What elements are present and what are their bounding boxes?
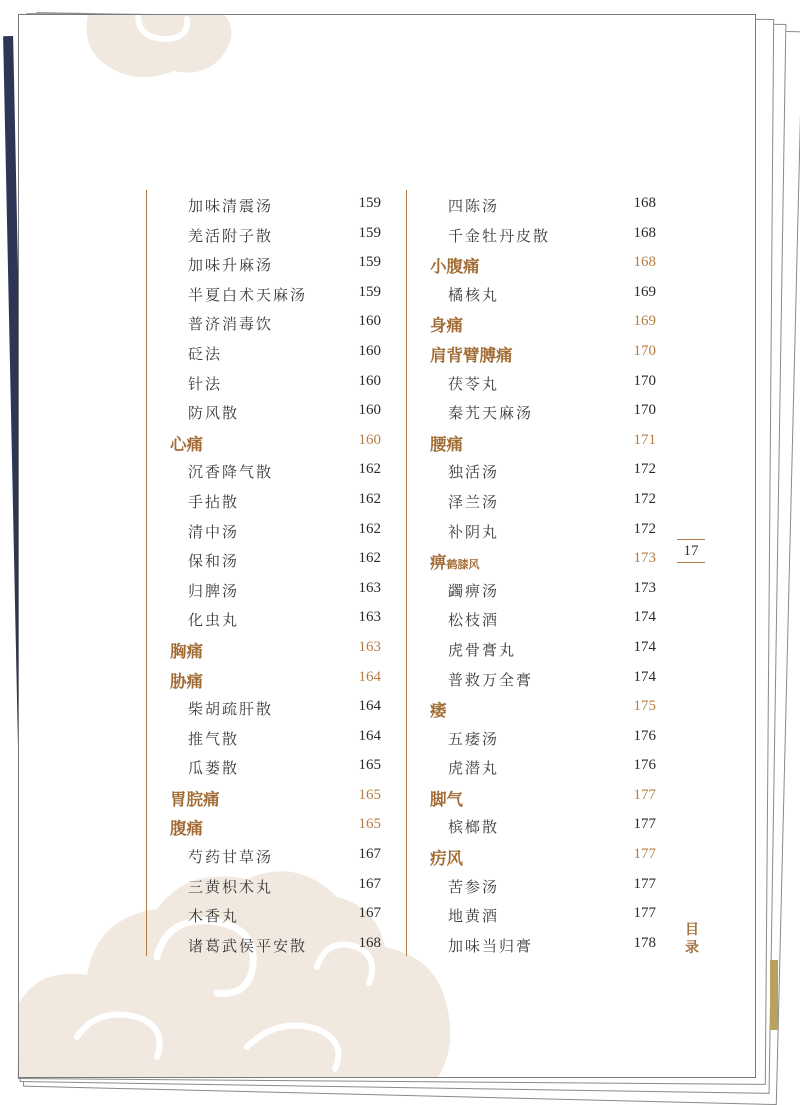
toc-title-text: 普救万全膏 [448, 670, 534, 689]
toc-title-text: 胁痛 [170, 671, 203, 691]
toc-heading-title [430, 697, 447, 721]
toc-title-text: 身痛 [430, 316, 463, 336]
toc-entry-row[interactable] [146, 753, 381, 783]
toc-page-number: 174 [633, 638, 656, 655]
toc-title-text: 虎骨膏丸 [448, 640, 517, 659]
toc-title-text: 补阴丸 [448, 522, 500, 541]
toc-title-text: 芍药甘草汤 [188, 848, 274, 867]
toc-entry-title [188, 609, 239, 630]
toc-page-number: 170 [633, 402, 656, 419]
toc-heading-title [430, 549, 480, 573]
toc-entry-title [188, 402, 239, 423]
toc-page-number: 167 [358, 905, 381, 922]
toc-entry-row[interactable] [146, 546, 381, 576]
toc-page-number: 162 [358, 461, 381, 478]
toc-entry-row[interactable] [406, 221, 656, 251]
toc-entry-title [188, 225, 273, 246]
toc-title-text: 加味清震汤 [188, 197, 274, 215]
toc-heading-title [430, 312, 463, 336]
toc-entry-title [188, 461, 273, 482]
toc-heading-row[interactable] [146, 783, 381, 813]
toc-title-text: 四陈汤 [448, 197, 500, 215]
toc-entry-title [448, 876, 499, 897]
toc-entry-row[interactable] [406, 605, 656, 635]
toc-entry-row[interactable] [146, 221, 381, 251]
toc-title-text: 保和汤 [188, 552, 240, 571]
toc-title-text: 沉香降气散 [188, 463, 274, 482]
toc-page-number: 162 [358, 490, 381, 507]
toc-page-number: 163 [358, 638, 381, 655]
toc-page-number: 172 [633, 520, 656, 537]
toc-entry-row[interactable] [406, 872, 656, 902]
toc-entry-title [188, 846, 273, 867]
toc-title-subtext: 鹤膝风 [446, 558, 480, 572]
toc-entry-title [448, 402, 533, 423]
toc-title-text: 推气散 [188, 729, 240, 748]
toc-page-number: 164 [358, 727, 381, 744]
toc-entry-title [448, 757, 499, 778]
toc-entry-row[interactable] [146, 398, 381, 428]
toc-entry-row[interactable] [406, 576, 656, 606]
toc-page-number: 168 [633, 254, 656, 271]
toc-entry-title [188, 728, 239, 749]
toc-heading-title [430, 253, 480, 277]
toc-entry-row[interactable] [406, 665, 656, 695]
toc-page-number: 160 [358, 402, 381, 419]
toc-title-text: 三黄枳术丸 [188, 877, 274, 896]
toc-page-number: 168 [633, 195, 656, 211]
toc-title-text: 诸葛武侯平安散 [188, 936, 308, 955]
toc-page-number: 167 [358, 875, 381, 892]
toc-title-text: 脚气 [430, 789, 463, 809]
toc-page-number: 167 [358, 846, 381, 863]
toc-entry-title [448, 935, 533, 956]
toc-page-number: 173 [633, 579, 656, 596]
toc-entry-row[interactable] [146, 694, 381, 724]
toc-entry-row[interactable] [146, 724, 381, 754]
toc-entry-row[interactable] [406, 398, 656, 428]
toc-page-number: 159 [358, 224, 381, 241]
page-number-rule-bottom [677, 562, 705, 563]
toc-title-text: 羌活附子散 [188, 226, 274, 245]
toc-heading-row[interactable] [406, 428, 656, 458]
toc-entry-row[interactable] [146, 842, 381, 872]
toc-heading-row[interactable] [146, 428, 381, 458]
toc-heading-row[interactable] [146, 635, 381, 665]
toc-page-number: 174 [633, 668, 656, 685]
toc-page-number: 160 [358, 431, 381, 448]
toc-title-text: 肩背臂膊痛 [430, 345, 513, 365]
toc-page-number: 176 [633, 727, 656, 744]
toc-entry-row[interactable] [146, 339, 381, 369]
toc-page-number: 165 [358, 757, 381, 774]
toc-page-number: 172 [633, 490, 656, 507]
toc-title-text: 木香丸 [188, 907, 240, 926]
toc-entry-row[interactable] [146, 191, 381, 221]
page-number-box [677, 539, 705, 563]
toc-page-number: 177 [633, 905, 656, 922]
toc-entry-title [188, 195, 273, 216]
toc-page-number: 176 [633, 757, 656, 774]
toc-page-number: 170 [633, 372, 656, 389]
toc-entry-title [448, 580, 499, 601]
toc-page-number: 171 [633, 431, 656, 448]
toc-heading-row[interactable] [406, 250, 656, 280]
toc-heading-title [430, 786, 463, 810]
toc-title-text: 归脾汤 [188, 581, 240, 600]
toc-heading-title [170, 815, 203, 839]
toc-entry-row[interactable] [146, 517, 381, 547]
cloud-ornament-top [79, 14, 239, 89]
toc-entry-title [188, 698, 273, 719]
toc-entry-title [188, 757, 239, 778]
toc-column-right [406, 191, 656, 960]
toc-page-number: 162 [358, 520, 381, 537]
toc-title-text: 秦艽天麻汤 [448, 404, 534, 423]
page-number: 17 [683, 543, 699, 559]
toc-page-number: 163 [358, 579, 381, 596]
toc-page-number: 159 [358, 254, 381, 271]
toc-page-number: 159 [358, 283, 381, 300]
toc-heading-row[interactable] [146, 812, 381, 842]
toc-title-text: 松枝酒 [448, 611, 500, 630]
toc-heading-row[interactable] [406, 842, 656, 872]
toc-entry-row[interactable] [146, 487, 381, 517]
toc-page-number: 165 [358, 816, 381, 833]
toc-entry-row[interactable] [406, 191, 656, 221]
toc-entry-title [448, 728, 499, 749]
toc-entry-row[interactable] [146, 457, 381, 487]
toc-entry-row[interactable] [146, 605, 381, 635]
toc-page-number: 159 [358, 195, 381, 211]
toc-heading-row[interactable] [406, 546, 656, 576]
toc-entry-title [448, 905, 499, 926]
toc-page-number: 172 [633, 461, 656, 478]
toc-entry-title [448, 639, 516, 660]
toc-page-number: 177 [633, 875, 656, 892]
toc-entry-row[interactable] [146, 901, 381, 931]
toc-title-text: 虎潜丸 [448, 759, 500, 778]
toc-entry-title [188, 935, 307, 956]
toc-entry-title [448, 284, 499, 305]
toc-entry-row[interactable] [146, 309, 381, 339]
toc-entry-title [188, 313, 273, 334]
toc-entry-title [448, 521, 499, 542]
toc-title-text: 针法 [188, 374, 223, 393]
toc-title-text: 疠风 [430, 849, 463, 869]
toc-page-number: 177 [633, 786, 656, 803]
toc-page-number: 169 [633, 283, 656, 300]
toc-title-text: 瓜蒌散 [188, 759, 240, 778]
toc-entry-row[interactable] [146, 931, 381, 961]
toc-entry-title [188, 284, 307, 305]
toc-title-text: 痿 [430, 701, 447, 721]
toc-title-text: 胃脘痛 [170, 789, 220, 809]
toc-title-text: 手拈散 [188, 492, 240, 511]
toc-heading-row[interactable] [146, 665, 381, 695]
toc-title-text: 加味升麻汤 [188, 256, 274, 275]
toc-page-number: 164 [358, 698, 381, 715]
toc-page-number: 162 [358, 550, 381, 567]
toc-heading-title [170, 638, 203, 662]
toc-entry-title [448, 195, 499, 216]
toc-title-text: 胸痛 [170, 641, 203, 661]
toc-title-text: 腰痛 [430, 434, 463, 454]
toc-title-text: 地黄酒 [448, 907, 500, 926]
toc-column-left [146, 191, 381, 960]
toc-entry-title [448, 816, 499, 837]
toc-heading-row[interactable] [406, 783, 656, 813]
toc-entry-row[interactable] [406, 517, 656, 547]
toc-entry-row[interactable] [406, 812, 656, 842]
toc-entry-row[interactable] [406, 753, 656, 783]
toc-title-text: 柴胡疏肝散 [188, 700, 274, 719]
toc-entry-row[interactable] [146, 369, 381, 399]
toc-title-text: 茯苓丸 [448, 374, 500, 393]
toc-entry-title [188, 254, 273, 275]
toc-heading-row[interactable] [406, 339, 656, 369]
toc-entry-title [448, 609, 499, 630]
toc-entry-title [448, 373, 499, 394]
toc-title-text: 千金牡丹皮散 [448, 226, 551, 245]
toc-title-text: 痹 [430, 553, 447, 573]
toc-page-number: 160 [358, 372, 381, 389]
toc-title-text: 加味当归膏 [448, 936, 534, 955]
toc-entry-row[interactable] [406, 931, 656, 961]
toc-entry-title [188, 876, 273, 897]
toc-title-text: 独活汤 [448, 463, 500, 482]
toc-title-text: 化虫丸 [188, 611, 240, 630]
toc-entry-row[interactable] [146, 576, 381, 606]
toc-title-text: 半夏白术天麻汤 [188, 285, 308, 304]
toc-title-text: 槟榔散 [448, 818, 500, 837]
toc-entry-row[interactable] [406, 487, 656, 517]
toc-heading-title [170, 431, 203, 455]
toc-page-number: 170 [633, 342, 656, 359]
toc-entry-row[interactable] [146, 872, 381, 902]
toc-page [18, 14, 756, 1078]
toc-entry-title [448, 669, 533, 690]
toc-page-number: 175 [633, 698, 656, 715]
toc-heading-title [170, 786, 220, 810]
toc-title-text: 蠲痹汤 [448, 581, 500, 600]
toc-title-text: 橘核丸 [448, 285, 500, 304]
toc-entry-title [448, 225, 550, 246]
toc-entry-row[interactable] [406, 901, 656, 931]
toc-page-number: 165 [358, 786, 381, 803]
toc-heading-row[interactable] [406, 309, 656, 339]
toc-title-text: 清中汤 [188, 522, 240, 541]
toc-page-number: 164 [358, 668, 381, 685]
toc-heading-title [430, 342, 513, 366]
toc-page-number: 168 [358, 934, 381, 951]
toc-page-number: 173 [633, 550, 656, 567]
toc-entry-title [188, 491, 239, 512]
toc-entry-row[interactable] [406, 369, 656, 399]
toc-entry-title [448, 491, 499, 512]
toc-title-text: 五痿汤 [448, 729, 500, 748]
toc-title-text: 普济消毒饮 [188, 315, 274, 334]
toc-entry-row[interactable] [406, 457, 656, 487]
toc-heading-row[interactable] [406, 694, 656, 724]
toc-entry-row[interactable] [406, 635, 656, 665]
toc-page-number: 177 [633, 846, 656, 863]
toc-heading-title [430, 431, 463, 455]
toc-entry-title [448, 461, 499, 482]
toc-entry-row[interactable] [146, 250, 381, 280]
toc-title-text: 苦参汤 [448, 877, 500, 896]
toc-page-number: 160 [358, 313, 381, 330]
toc-entry-title [188, 580, 239, 601]
toc-page-number: 178 [633, 934, 656, 951]
toc-page-number: 163 [358, 609, 381, 626]
toc-entry-title [188, 550, 239, 571]
section-label: 目录 [685, 922, 699, 956]
toc-page-number: 160 [358, 342, 381, 359]
toc-entry-title [188, 373, 222, 394]
toc-page-number: 168 [633, 224, 656, 241]
toc-heading-title [430, 845, 463, 869]
toc-page-number: 177 [633, 816, 656, 833]
toc-entry-title [188, 521, 239, 542]
toc-entry-title [188, 905, 239, 926]
toc-entry-title [188, 343, 222, 364]
toc-title-text: 心痛 [170, 434, 203, 454]
toc-title-text: 砭法 [188, 344, 223, 363]
toc-entry-row[interactable] [406, 724, 656, 754]
toc-title-text: 防风散 [188, 404, 240, 423]
toc-entry-row[interactable] [146, 280, 381, 310]
toc-title-text: 泽兰汤 [448, 492, 500, 511]
toc-heading-title [170, 668, 203, 692]
toc-title-text: 小腹痛 [430, 257, 480, 277]
toc-page-number: 174 [633, 609, 656, 626]
toc-entry-row[interactable] [406, 280, 656, 310]
book-edge-accent [770, 960, 778, 1030]
toc-page-number: 169 [633, 313, 656, 330]
toc-title-text: 腹痛 [170, 819, 203, 839]
